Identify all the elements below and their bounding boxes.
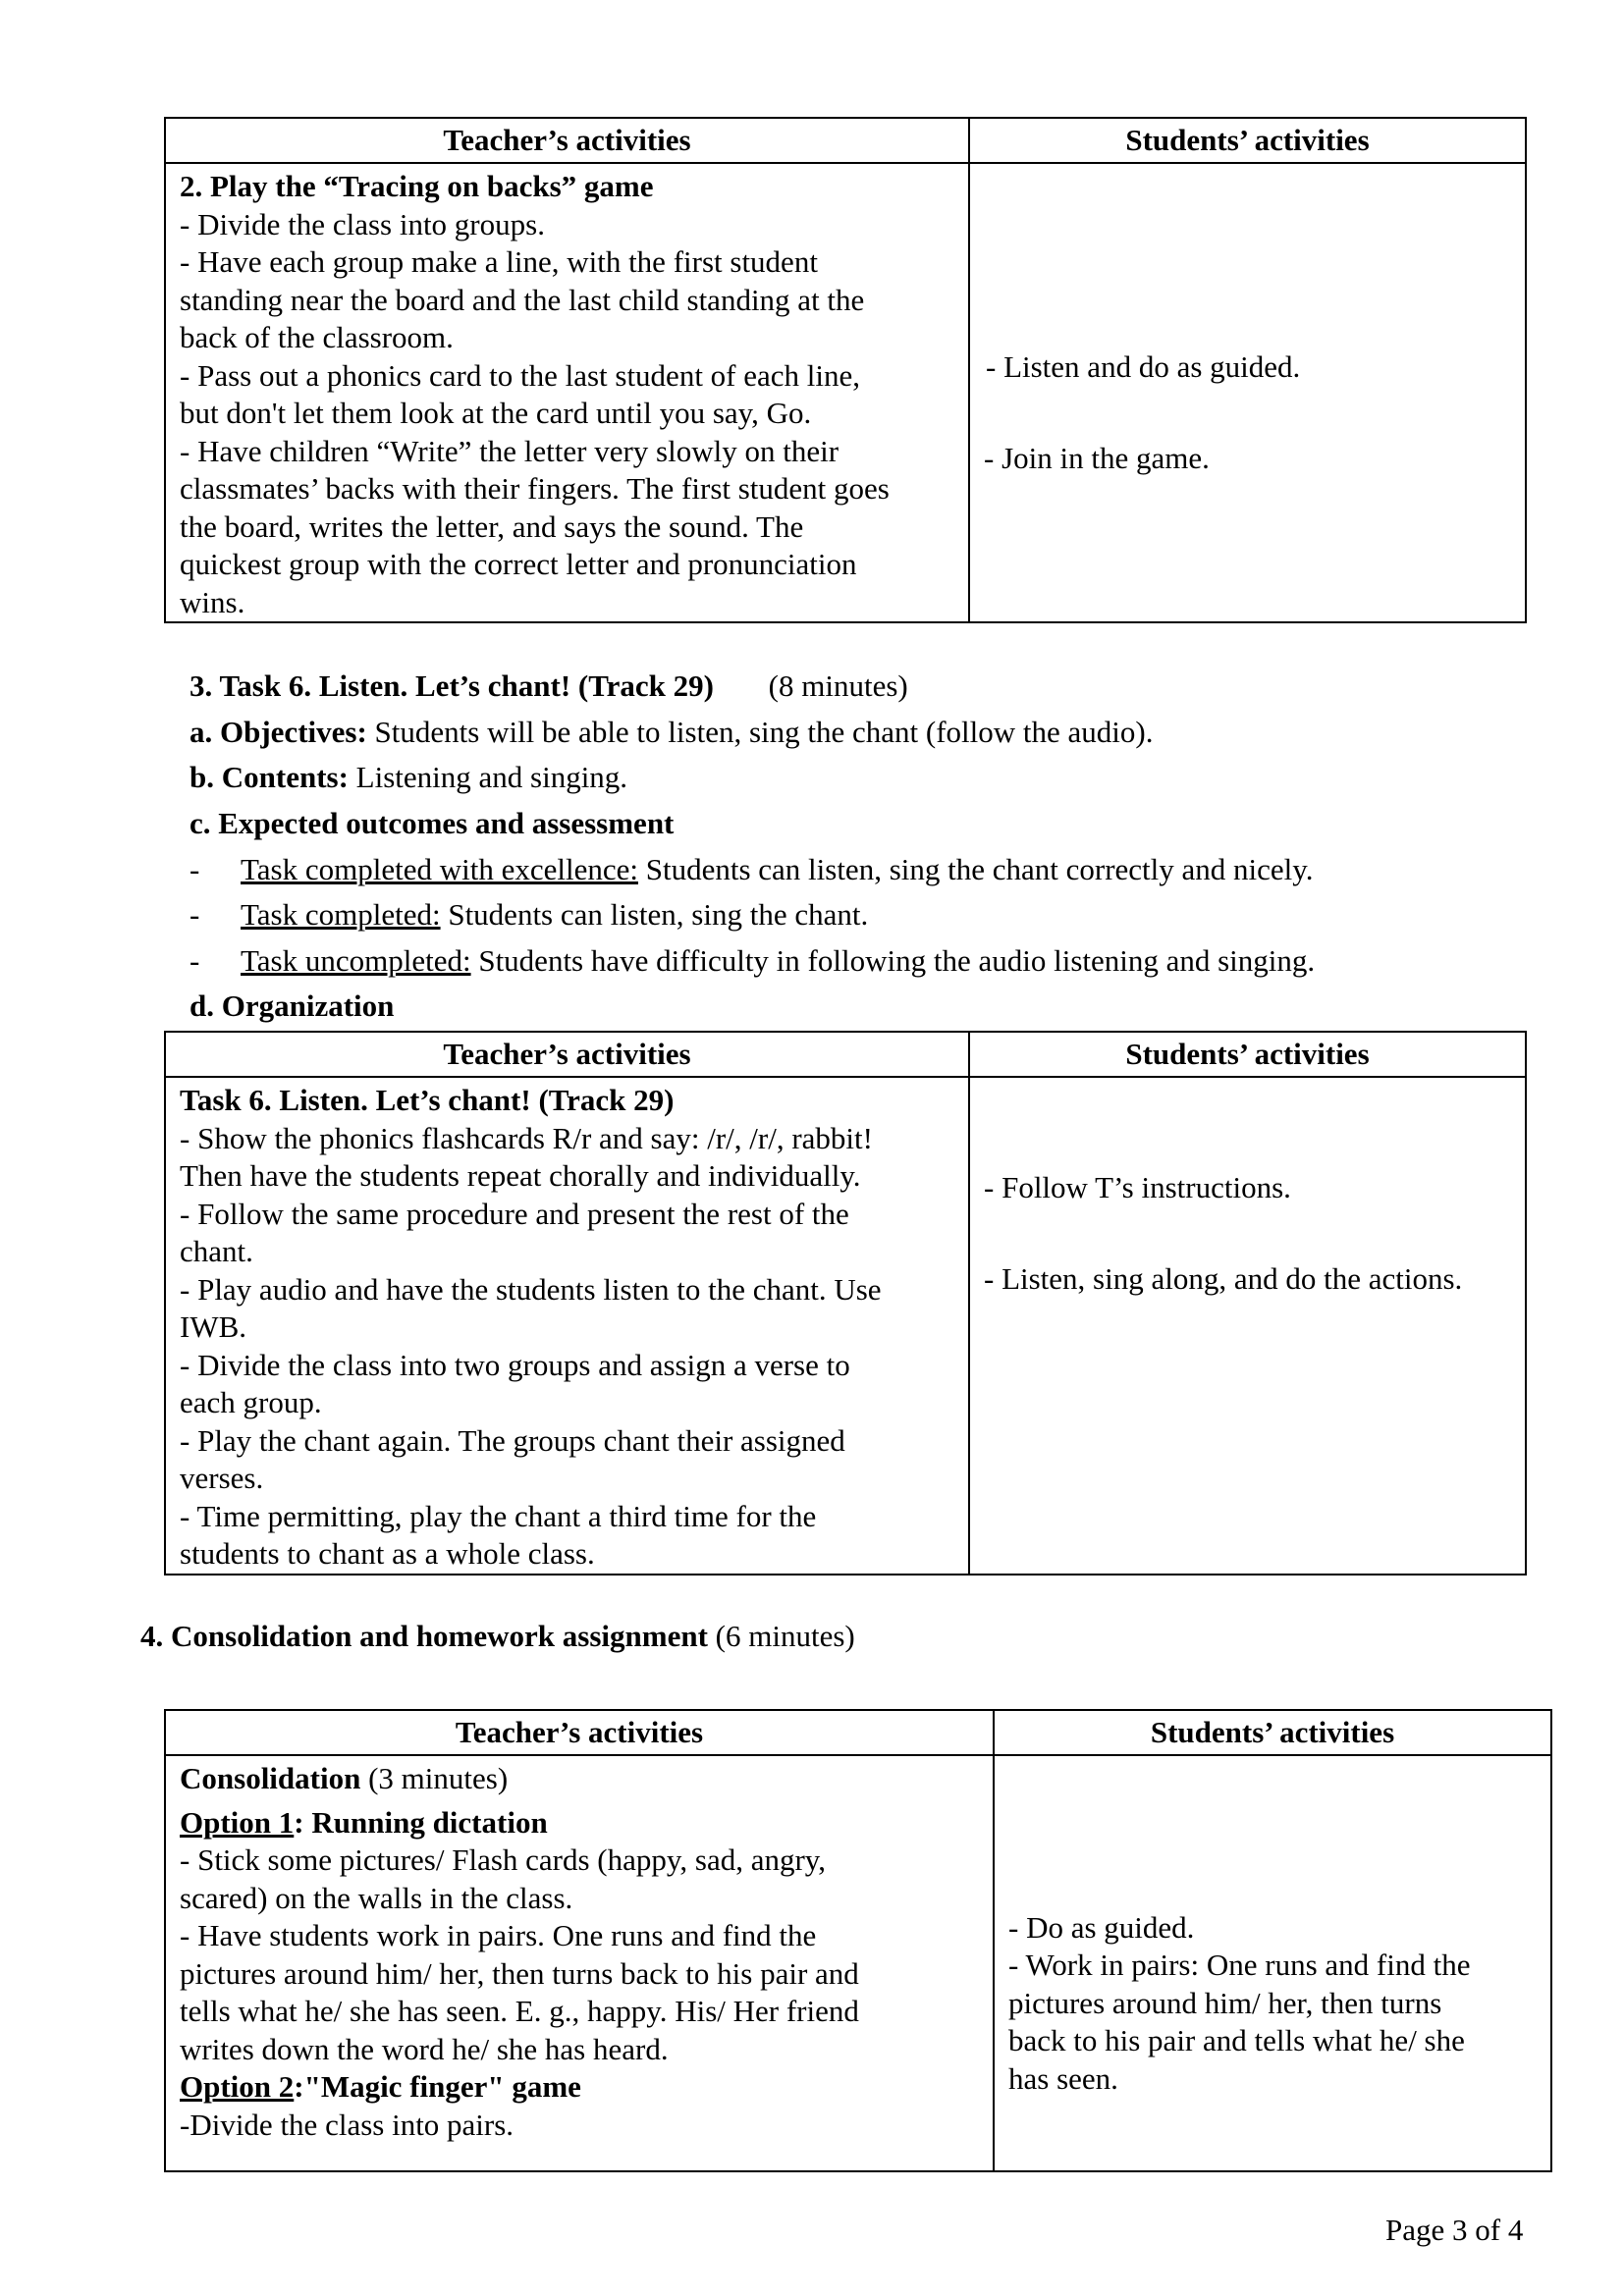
consolidation-duration: (3 minutes) bbox=[360, 1761, 509, 1795]
section-3-heading-row bbox=[189, 667, 908, 705]
student-activity-line: back to his pair and tells what he/ she bbox=[1008, 2023, 1465, 2057]
activities-table-1 bbox=[164, 117, 1527, 623]
activity-title: Task 6. Listen. Let’s chant! (Track 29) bbox=[180, 1083, 675, 1117]
option-1-title: : Running dictation bbox=[294, 1804, 548, 1840]
organization-heading: d. Organization bbox=[189, 988, 395, 1023]
student-activity-line: - Join in the game. bbox=[984, 441, 1210, 475]
activity-line: - Show the phonics flashcards R/r and say: /r/, /r/, rabbit! bbox=[180, 1120, 873, 1155]
activity-line: Then have the students repeat chorally and individually. bbox=[180, 1158, 861, 1193]
activity-line: - Time permitting, play the chant a third time for the bbox=[180, 1498, 817, 1533]
consolidation-label: Consolidation bbox=[180, 1761, 361, 1795]
outcome-label: Task completed: bbox=[241, 897, 441, 932]
activity-line: IWB. bbox=[180, 1309, 247, 1344]
bullet-dash: - bbox=[189, 852, 200, 886]
activity-line: - Have students work in pairs. One runs and find the bbox=[180, 1918, 817, 1952]
section-4-heading-row bbox=[140, 1618, 855, 1655]
activity-line: - Have children “Write” the letter very slowly on their bbox=[180, 433, 839, 468]
teacher-activities-cell bbox=[165, 1755, 994, 2171]
students-activities-header: Students’ activities bbox=[969, 1032, 1526, 1077]
activity-title: 2. Play the “Tracing on backs” game bbox=[180, 169, 654, 203]
outcome-text: Students have difficulty in following the audio listening and singing. bbox=[470, 943, 1316, 978]
outcome-label: Task uncompleted: bbox=[241, 943, 471, 978]
activity-line: - Have each group make a line, with the first student bbox=[180, 244, 818, 279]
teacher-activities-cell bbox=[165, 163, 969, 622]
consolidation-row bbox=[180, 1760, 979, 1798]
activity-line: back of the classroom. bbox=[180, 320, 454, 354]
section-3-duration: (8 minutes) bbox=[768, 668, 908, 703]
contents-label: b. Contents: bbox=[189, 760, 349, 794]
section-4-duration: (6 minutes) bbox=[707, 1619, 855, 1653]
outcome-text: Students can listen, sing the chant correctly and nicely. bbox=[637, 852, 1314, 886]
activity-line: the board, writes the letter, and says the sound. The bbox=[180, 508, 804, 544]
outcome-text: Students can listen, sing the chant. bbox=[440, 897, 869, 932]
bullet-dash: - bbox=[189, 897, 200, 932]
activity-line: chant. bbox=[180, 1234, 253, 1268]
activity-line: -Divide the class into pairs. bbox=[180, 2107, 514, 2142]
option-1-label: Option 1 bbox=[180, 1804, 295, 1840]
section-3-heading: 3. Task 6. Listen. Let’s chant! (Track 29) bbox=[189, 668, 714, 703]
option-1-row bbox=[180, 1804, 979, 1842]
activity-line: - Stick some pictures/ Flash cards (happy, sad, angry, bbox=[180, 1842, 827, 1877]
activity-line: quickest group with the correct letter and pronunciation bbox=[180, 547, 857, 581]
teacher-activities-header: Teacher’s activities bbox=[165, 1032, 969, 1077]
teacher-activities-header: Teacher’s activities bbox=[165, 118, 969, 163]
activity-line: wins. bbox=[180, 584, 245, 619]
outcomes-heading: c. Expected outcomes and assessment bbox=[189, 806, 675, 840]
outcome-item bbox=[189, 851, 1314, 888]
activity-line: each group. bbox=[180, 1385, 322, 1419]
teacher-activities-cell bbox=[165, 1077, 969, 1575]
students-activities-header: Students’ activities bbox=[969, 118, 1526, 163]
activity-line: writes down the word he/ she has heard. bbox=[180, 2031, 669, 2066]
teacher-activities-header: Teacher’s activities bbox=[165, 1710, 994, 1755]
students-activities-cell bbox=[969, 1077, 1526, 1575]
activity-line: tells what he/ she has seen. E. g., happy. His/ Her friend bbox=[180, 1994, 859, 2028]
student-activity-line: - Listen and do as guided. bbox=[986, 349, 1301, 384]
activity-line: students to chant as a whole class. bbox=[180, 1536, 595, 1571]
objectives-text: Students will be able to listen, sing the chant (follow the audio). bbox=[366, 715, 1154, 749]
activity-line: standing near the board and the last child standing at the bbox=[180, 282, 865, 317]
activity-line: - Pass out a phonics card to the last student of each line, bbox=[180, 357, 861, 393]
activity-line: but don't let them look at the card until you say, Go. bbox=[180, 396, 812, 430]
activity-line: - Follow the same procedure and present the rest of the bbox=[180, 1196, 849, 1231]
student-activity-line: has seen. bbox=[1008, 2061, 1118, 2096]
option-2-row bbox=[180, 2068, 979, 2107]
activity-line: classmates’ backs with their fingers. The first student goes bbox=[180, 471, 890, 506]
activity-line: pictures around him/ her, then turns back to his pair and bbox=[180, 1955, 859, 1991]
activity-line: scared) on the walls in the class. bbox=[180, 1880, 573, 1915]
students-activities-cell bbox=[994, 1755, 1551, 2171]
contents-row bbox=[189, 759, 627, 796]
outcome-item bbox=[189, 942, 1316, 980]
student-activity-line: pictures around him/ her, then turns bbox=[1008, 1986, 1442, 2020]
activity-line: verses. bbox=[180, 1461, 264, 1495]
activity-line: - Play audio and have the students listen to the chant. Use bbox=[180, 1271, 882, 1307]
outcome-label: Task completed with excellence: bbox=[241, 852, 638, 886]
activity-line: - Divide the class into two groups and assign a verse to bbox=[180, 1347, 850, 1382]
activity-line: - Play the chant again. The groups chant their assigned bbox=[180, 1422, 845, 1458]
activities-table-3 bbox=[164, 1709, 1552, 2172]
objectives-row bbox=[189, 714, 1153, 751]
contents-text: Listening and singing. bbox=[348, 760, 628, 794]
student-activity-line: - Do as guided. bbox=[1008, 1910, 1195, 1945]
student-activity-line: - Follow T’s instructions. bbox=[984, 1170, 1291, 1204]
activity-line: - Divide the class into groups. bbox=[180, 206, 545, 241]
section-4-heading: 4. Consolidation and homework assignment bbox=[140, 1619, 708, 1653]
activities-table-2 bbox=[164, 1031, 1527, 1575]
students-activities-cell bbox=[969, 163, 1526, 622]
bullet-dash: - bbox=[189, 943, 200, 978]
student-activity-line: - Listen, sing along, and do the actions. bbox=[984, 1261, 1463, 1296]
student-activity-line: - Work in pairs: One runs and find the bbox=[1008, 1948, 1471, 1982]
outcome-item bbox=[189, 896, 869, 934]
option-2-label: Option 2 bbox=[180, 2069, 295, 2104]
objectives-label: a. Objectives: bbox=[189, 715, 367, 749]
students-activities-header: Students’ activities bbox=[994, 1710, 1551, 1755]
page-number: Page 3 of 4 bbox=[1385, 2213, 1524, 2247]
option-2-title: :"Magic finger" game bbox=[294, 2069, 581, 2104]
